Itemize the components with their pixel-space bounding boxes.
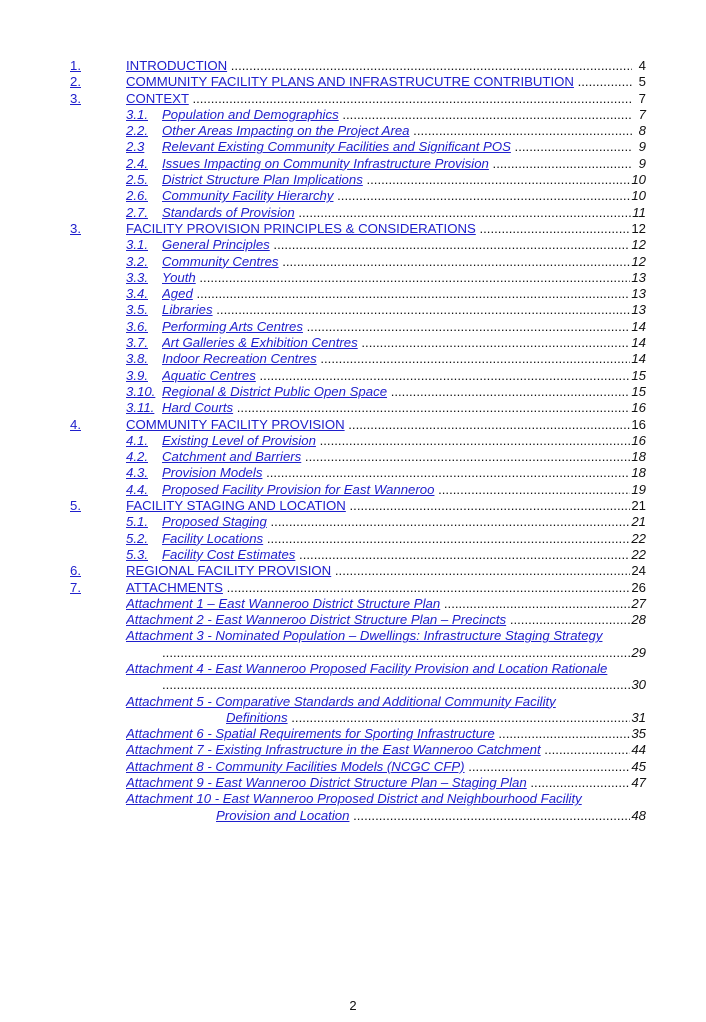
toc-entry-page: 27 [631, 595, 646, 611]
toc-entry-title[interactable]: INTRODUCTION [126, 58, 228, 73]
toc-entry-link[interactable] [162, 205, 632, 221]
toc-entry-page: 26 [631, 579, 646, 595]
toc-entry-link[interactable] [126, 498, 632, 514]
table-of-contents [70, 58, 646, 824]
toc-entry[interactable] [70, 661, 646, 677]
toc-entry-page: 30 [631, 677, 646, 693]
toc-entry-link[interactable] [162, 139, 632, 155]
toc-entry-page: 16 [631, 400, 646, 416]
dot-leader [495, 726, 632, 741]
toc-entry-title[interactable]: COMMUNITY FACILITY PLANS AND INFRASTRUCUTRE CONTRIBUTION [126, 74, 574, 90]
dot-leader [295, 205, 632, 220]
toc-entry-page: 14 [631, 335, 646, 351]
dot-leader [270, 237, 632, 252]
toc-entry-page: 5 [638, 74, 646, 90]
dot-leader [193, 286, 632, 301]
dot-leader [476, 221, 632, 236]
toc-entry[interactable] [70, 368, 646, 384]
dot-leader [387, 384, 632, 399]
toc-entry[interactable] [70, 270, 646, 286]
toc-entry-title[interactable]: Relevant Existing Community Facilities and Significant POS [162, 139, 511, 155]
toc-entry-link[interactable] [162, 270, 632, 286]
toc-entry-number[interactable]: 3.1. [126, 237, 148, 253]
dot-leader [162, 677, 632, 692]
dot-leader [345, 417, 632, 432]
toc-entry-number[interactable]: 2.4. [126, 155, 148, 171]
toc-entry-title[interactable]: Attachment 9 - East Wanneroo District Structure Plan – Staging Plan [126, 775, 527, 791]
toc-entry-title[interactable]: Youth [162, 269, 196, 285]
toc-entry-title[interactable]: Community Facility Hierarchy [162, 188, 334, 204]
toc-entry-link[interactable] [162, 302, 632, 318]
toc-entry-number[interactable]: 3.10. [126, 383, 156, 399]
dot-leader [506, 612, 632, 627]
toc-entry-link[interactable] [126, 759, 632, 775]
toc-entry-link[interactable] [126, 596, 632, 612]
dot-leader [527, 775, 632, 790]
toc-entry-link[interactable] [162, 547, 632, 563]
toc-entry-page: 29 [631, 644, 646, 660]
toc-entry-number[interactable]: 3.4. [126, 286, 148, 302]
toc-entry-link[interactable] [162, 254, 632, 270]
toc-entry-title[interactable]: Proposed Facility Provision for East Wanneroo [162, 481, 435, 497]
toc-entry-title[interactable]: Regional & District Public Open Space [162, 383, 388, 399]
dot-leader [223, 580, 632, 595]
dot-leader [363, 172, 632, 187]
toc-entry-link[interactable] [126, 91, 632, 107]
toc-entry-number[interactable]: 3. [70, 220, 81, 236]
toc-entry-continuation[interactable] [70, 710, 646, 726]
toc-entry[interactable] [70, 302, 646, 318]
toc-entry-number[interactable]: 5.3. [126, 546, 148, 562]
toc-entry-page: 9 [638, 139, 646, 155]
toc-entry-title[interactable]: Other Areas Impacting on the Project Area [162, 123, 410, 139]
toc-entry-continuation[interactable] [70, 645, 646, 661]
toc-entry-number[interactable]: 4. [70, 416, 81, 432]
toc-entry-link[interactable] [162, 351, 632, 367]
toc-entry-link[interactable] [162, 107, 632, 123]
toc-entry[interactable] [70, 58, 646, 74]
dot-leader [256, 368, 632, 383]
toc-entry[interactable] [70, 74, 646, 90]
toc-entry-page: 24 [631, 563, 646, 579]
dot-leader [541, 742, 632, 757]
dot-leader [233, 400, 632, 415]
toc-entry-page: 13 [631, 269, 646, 285]
toc-entry-title[interactable]: Attachment 5 - Comparative Standards and Additional Community Facility [126, 693, 556, 709]
toc-entry-number[interactable]: 7. [70, 579, 81, 595]
toc-entry[interactable] [70, 742, 646, 758]
toc-entry-link[interactable] [226, 710, 632, 726]
toc-entry-number[interactable]: 5. [70, 498, 81, 514]
toc-entry-page: 13 [631, 286, 646, 302]
toc-entry-continuation[interactable] [70, 808, 646, 824]
toc-entry[interactable] [70, 237, 646, 253]
dot-leader [511, 139, 632, 154]
toc-entry-number[interactable]: 1. [70, 58, 81, 73]
toc-entry-title[interactable]: Attachment 8 - Community Facilities Models (NCGC CFP) [126, 758, 465, 774]
dot-leader [339, 107, 632, 122]
toc-entry-title[interactable]: COMMUNITY FACILITY PROVISION [126, 416, 345, 432]
toc-entry-link[interactable] [162, 465, 632, 481]
toc-entry-link[interactable] [162, 449, 632, 465]
toc-entry-number[interactable]: 6. [70, 563, 81, 579]
dot-leader [349, 808, 632, 823]
toc-entry-page: 13 [631, 302, 646, 318]
toc-entry-page: 44 [631, 742, 646, 758]
dot-leader [267, 514, 632, 529]
toc-entry[interactable] [70, 791, 646, 807]
toc-entry-link[interactable] [162, 400, 632, 416]
toc-entry-page: 16 [631, 432, 646, 448]
toc-entry-link[interactable] [126, 417, 632, 433]
toc-entry[interactable] [70, 726, 646, 742]
toc-entry-title[interactable]: Facility Locations [162, 530, 264, 546]
toc-entry-number[interactable]: 2. [70, 74, 81, 90]
dot-leader [213, 302, 632, 317]
toc-entry-page: 22 [631, 530, 646, 546]
toc-entry-number[interactable]: 2.2. [126, 123, 148, 139]
toc-entry-number[interactable]: 3.3. [126, 269, 148, 285]
toc-entry-title[interactable]: FACILITY STAGING AND LOCATION [126, 498, 346, 514]
toc-entry[interactable] [70, 254, 646, 270]
toc-entry-title[interactable]: Attachment 2 - East Wanneroo District Structure Plan – Precincts [126, 612, 507, 628]
toc-entry-number[interactable]: 2.6. [126, 188, 148, 204]
toc-entry-number[interactable]: 5.2. [126, 530, 148, 546]
toc-entry-number[interactable]: 3.11. [126, 400, 155, 416]
toc-entry-title[interactable]: Performing Arts Centres [162, 318, 303, 334]
toc-entry[interactable] [70, 335, 646, 351]
toc-entry-number[interactable]: 4.4. [126, 481, 148, 497]
toc-entry-link[interactable] [162, 482, 632, 498]
toc-entry[interactable] [70, 351, 646, 367]
toc-entry-title[interactable]: Attachment 6 - Spatial Requirements for Sporting Infrastructure [126, 726, 495, 742]
dot-leader [288, 710, 632, 725]
toc-entry[interactable] [70, 319, 646, 335]
toc-entry-page: 4 [638, 58, 646, 73]
toc-entry[interactable] [70, 596, 646, 612]
page-number: 2 [349, 998, 357, 1013]
dot-leader [316, 433, 632, 448]
toc-entry-title[interactable]: Population and Demographics [162, 106, 339, 122]
toc-entry[interactable] [70, 482, 646, 498]
toc-entry-title-continued[interactable]: Definitions [226, 709, 288, 725]
toc-entry-title[interactable]: Provision Models [162, 465, 263, 481]
toc-entry-number[interactable]: 2.5. [126, 172, 148, 188]
dot-leader [196, 270, 632, 285]
dot-leader [489, 156, 632, 171]
toc-entry-number[interactable]: 5.1. [126, 514, 148, 530]
toc-entry-page: 18 [631, 465, 646, 481]
toc-entry-title[interactable]: Issues Impacting on Community Infrastructure Provision [162, 155, 489, 171]
toc-entry-page: 45 [631, 758, 646, 774]
toc-entry-title[interactable]: Standards of Provision [162, 204, 295, 220]
toc-entry-title[interactable]: Catchment and Barriers [162, 449, 302, 465]
toc-entry-page: 22 [631, 546, 646, 562]
dot-leader [279, 254, 632, 269]
toc-entry-link[interactable] [126, 612, 632, 628]
toc-entry-link[interactable] [162, 677, 632, 693]
toc-entry-page: 35 [631, 726, 646, 742]
toc-entry[interactable] [70, 221, 646, 237]
dot-leader [574, 74, 632, 89]
toc-entry[interactable] [70, 91, 646, 107]
toc-entry-title[interactable]: Aquatic Centres [162, 367, 256, 383]
toc-entry-number[interactable]: 3. [70, 90, 81, 106]
dot-leader [434, 482, 632, 497]
toc-entry-link[interactable] [126, 742, 632, 758]
toc-entry-page: 31 [631, 709, 646, 725]
toc-entry[interactable] [70, 172, 646, 188]
toc-entry-page: 7 [638, 106, 646, 122]
dot-leader [303, 319, 632, 334]
toc-entry-title[interactable]: District Structure Plan Implications [162, 172, 363, 188]
toc-entry-number[interactable]: 3.7. [126, 335, 148, 351]
toc-entry[interactable] [70, 286, 646, 302]
dot-leader [317, 351, 632, 366]
toc-entry-page: 10 [631, 172, 646, 188]
toc-entry[interactable] [70, 563, 646, 579]
toc-entry-page: 16 [631, 416, 646, 432]
toc-entry-number[interactable]: 4.3. [126, 465, 148, 481]
toc-entry[interactable] [70, 188, 646, 204]
dot-leader [262, 465, 632, 480]
toc-entry-page: 9 [638, 155, 646, 171]
toc-entry[interactable] [70, 123, 646, 139]
toc-entry-link[interactable] [162, 123, 632, 139]
toc-entry[interactable] [70, 531, 646, 547]
toc-entry-page: 21 [631, 498, 646, 514]
toc-entry[interactable] [70, 156, 646, 172]
toc-entry[interactable] [70, 465, 646, 481]
toc-entry-number[interactable]: 3.1. [126, 106, 148, 122]
dot-leader [189, 91, 632, 106]
toc-entry-title[interactable]: Libraries [162, 302, 213, 318]
toc-entry[interactable] [70, 205, 646, 221]
toc-entry-page: 12 [631, 220, 646, 236]
toc-entry-page: 8 [638, 123, 646, 139]
toc-entry-title[interactable]: FACILITY PROVISION PRINCIPLES & CONSIDERATIONS [126, 220, 476, 236]
toc-entry-page: 28 [631, 612, 646, 628]
toc-entry-number[interactable]: 3.5. [126, 302, 148, 318]
toc-entry-link[interactable] [126, 775, 632, 791]
toc-entry-page: 19 [631, 481, 646, 497]
toc-entry-page: 7 [638, 90, 646, 106]
toc-entry[interactable] [70, 139, 646, 155]
toc-entry-title[interactable]: Existing Level of Provision [162, 432, 316, 448]
toc-entry-page: 14 [631, 318, 646, 334]
toc-entry[interactable] [70, 498, 646, 514]
dot-leader [331, 563, 632, 578]
toc-entry-link[interactable] [162, 514, 632, 530]
dot-leader [301, 449, 632, 464]
toc-entry-page: 21 [631, 514, 646, 530]
toc-entry-link[interactable] [162, 531, 632, 547]
toc-entry-page: 12 [631, 237, 646, 253]
toc-entry-number[interactable]: 2.3 [126, 139, 145, 155]
toc-entry[interactable] [70, 384, 646, 400]
toc-entry-title[interactable]: Attachment 7 - Existing Infrastructure in the East Wanneroo Catchment [126, 742, 541, 758]
toc-entry-page: 11 [632, 204, 646, 220]
toc-entry-page: 18 [631, 449, 646, 465]
dot-leader [162, 645, 632, 660]
toc-entry-page: 12 [631, 253, 646, 269]
toc-entry-title[interactable]: Art Galleries & Exhibition Centres [162, 335, 358, 351]
toc-entry[interactable] [70, 759, 646, 775]
toc-entry-link[interactable] [126, 58, 632, 74]
toc-entry[interactable] [70, 694, 646, 710]
dot-leader [465, 759, 632, 774]
toc-entry-page: 15 [631, 367, 646, 383]
dot-leader [440, 596, 632, 611]
toc-entry-link[interactable] [126, 726, 632, 742]
toc-entry-title[interactable]: Indoor Recreation Centres [162, 351, 317, 367]
toc-entry-page: 15 [631, 383, 646, 399]
toc-entry[interactable] [70, 417, 646, 433]
toc-entry-title[interactable]: Community Centres [162, 253, 279, 269]
toc-entry-title[interactable]: Proposed Staging [162, 514, 267, 530]
toc-entry-link[interactable] [126, 74, 632, 90]
toc-entry-link[interactable] [126, 563, 632, 579]
toc-entry[interactable] [70, 580, 646, 596]
toc-entry[interactable] [70, 612, 646, 628]
dot-leader [333, 188, 632, 203]
toc-entry[interactable] [70, 400, 646, 416]
toc-entry-link[interactable] [162, 172, 632, 188]
toc-entry-link[interactable] [162, 286, 632, 302]
toc-entry-number[interactable]: 4.1. [126, 432, 148, 448]
toc-entry-title[interactable]: Attachment 4 - East Wanneroo Proposed Facility Provision and Location Rationale [126, 660, 608, 676]
dot-leader [295, 547, 632, 562]
toc-entry-title[interactable]: ATTACHMENTS [126, 579, 223, 595]
dot-leader [358, 335, 632, 350]
toc-entry[interactable] [70, 107, 646, 123]
dot-leader [227, 58, 632, 73]
toc-entry-link[interactable] [162, 319, 632, 335]
toc-entry[interactable] [70, 547, 646, 563]
toc-entry[interactable] [70, 514, 646, 530]
toc-entry-page: 47 [631, 775, 646, 791]
toc-entry-title[interactable]: Facility Cost Estimates [162, 546, 296, 562]
toc-entry-link[interactable] [162, 645, 632, 661]
dot-leader [410, 123, 632, 138]
toc-entry-page: 48 [631, 807, 646, 823]
toc-entry-link[interactable] [162, 237, 632, 253]
toc-entry-number[interactable]: 3.9. [126, 367, 148, 383]
dot-leader [346, 498, 632, 513]
toc-entry-link[interactable] [126, 221, 632, 237]
toc-entry-link[interactable] [162, 156, 632, 172]
toc-entry-title[interactable]: REGIONAL FACILITY PROVISION [126, 563, 332, 579]
dot-leader [263, 531, 632, 546]
toc-entry[interactable] [70, 628, 646, 644]
toc-entry[interactable] [70, 775, 646, 791]
toc-entry-link[interactable] [162, 384, 632, 400]
toc-entry-title[interactable]: General Principles [162, 237, 270, 253]
toc-entry-title-continued[interactable]: Provision and Location [216, 807, 350, 823]
toc-entry[interactable] [70, 433, 646, 449]
toc-entry-link[interactable] [162, 188, 632, 204]
toc-entry-continuation[interactable] [70, 677, 646, 693]
toc-entry-title[interactable]: Attachment 10 - East Wanneroo Proposed District and Neighbourhood Facility [126, 791, 582, 807]
toc-entry-link[interactable] [216, 808, 632, 824]
toc-entry-number[interactable]: 3.6. [126, 318, 148, 334]
toc-entry-page: 14 [631, 351, 646, 367]
toc-entry-number[interactable]: 3.2. [126, 253, 148, 269]
toc-entry-title[interactable]: Aged [162, 286, 193, 302]
toc-entry-number[interactable]: 3.8. [126, 351, 148, 367]
toc-entry-number[interactable]: 2.7. [126, 204, 148, 220]
toc-entry-link[interactable] [126, 580, 632, 596]
toc-entry-title[interactable]: Attachment 1 – East Wanneroo District Structure Plan [126, 595, 441, 611]
toc-entry-link[interactable] [162, 433, 632, 449]
toc-entry[interactable] [70, 449, 646, 465]
toc-entry-title[interactable]: Attachment 3 - Nominated Population – Dwellings: Infrastructure Staging Strategy [126, 628, 603, 644]
toc-entry-link[interactable] [162, 335, 632, 351]
toc-entry-title[interactable]: Hard Courts [162, 400, 234, 416]
toc-entry-title[interactable]: CONTEXT [126, 90, 189, 106]
toc-entry-number[interactable]: 4.2. [126, 449, 148, 465]
toc-entry-page: 10 [631, 188, 646, 204]
toc-entry-link[interactable] [162, 368, 632, 384]
